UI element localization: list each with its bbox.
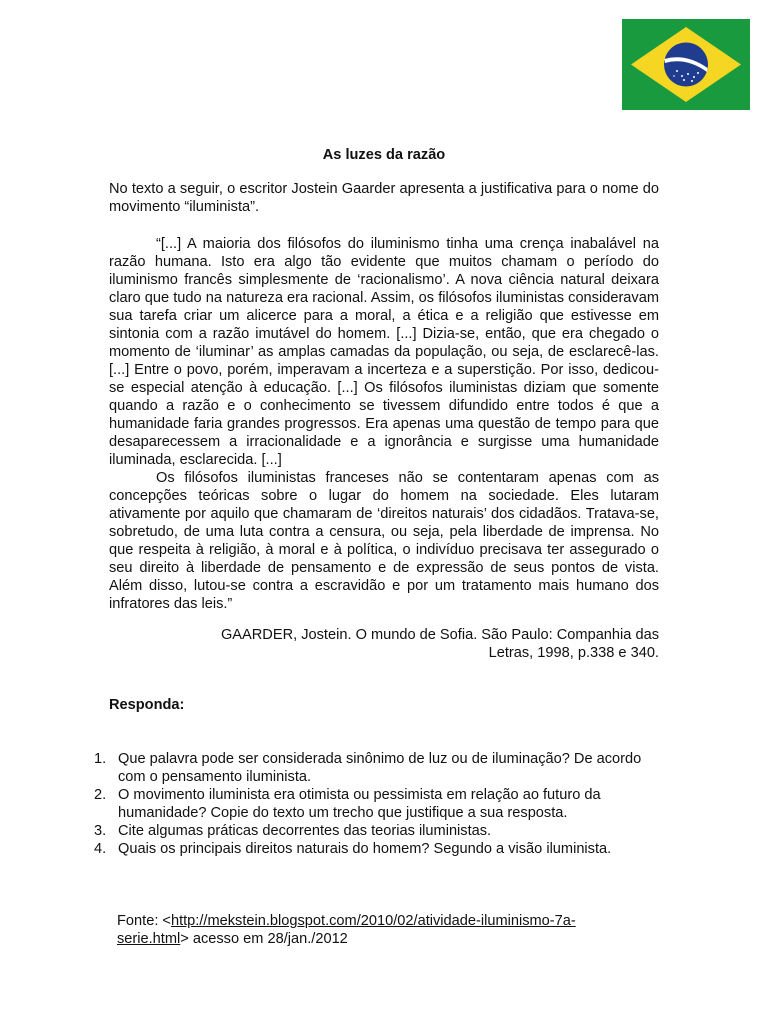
respond-heading: Responda: (109, 697, 185, 713)
question-number: 3. (94, 823, 107, 839)
question-list (90, 750, 670, 858)
quote-paragraph-1: “[...] A maioria dos filósofos do iluminismo tinha uma crença inabalável na razão humana. Isto era algo tão evidente que muitos chamam o período do iluminismo francês simplesmente de ‘racionalismo’. A nova ciência natural deixara claro que tudo na natureza era racional. Assim, os filósofos iluministas consideravam sua tarefa criar um alicerce para a moral, a ética e a religião que estivesse em sintonia com a razão imutável do homem. [...] Dizia-se, então, que era chegado o momento de ‘iluminar’ as amplas camadas da população, ou seja, de esclarecê-las. [...] Entre o povo, porém, imperavam a incerteza e a superstição. Por isso, dedicou-se especial atenção à educação. [...] Os filósofos iluministas diziam que somente quando a razão e o conhecimento se tivessem difundido entre todos é que a humanidade faria grandes progressos. Era apenas uma questão de tempo para que desaparecessem a irracionalidade e a ignorância e surgisse uma humanidade iluminada, esclarecida. [...] (109, 236, 659, 468)
citation-line-2: Letras, 1998, p.338 e 340. (488, 645, 659, 661)
question-text: Cite algumas práticas decorrentes das teorias iluministas. (118, 823, 492, 839)
source-link[interactable]: http://mekstein.blogspot.com/2010/02/atividade-iluminismo-7a-serie.html (117, 913, 576, 947)
list-item (90, 840, 670, 858)
page-title: As luzes da razão (322, 147, 446, 163)
source-suffix: > acesso em 28/jan./2012 (180, 931, 348, 947)
question-text: O movimento iluminista era otimista ou pessimista em relação ao futuro da humanidade? Copie do texto um trecho que justifique a sua resposta. (118, 787, 601, 821)
brazil-flag-icon (622, 19, 750, 110)
question-text: Que palavra pode ser considerada sinônimo de luz ou de iluminação? De acordo com o pensamento iluminista. (118, 751, 642, 785)
question-number: 1. (94, 751, 107, 767)
list-item (90, 822, 670, 840)
source-prefix: Fonte: < (117, 913, 171, 929)
quote-block (109, 235, 659, 613)
question-number: 2. (94, 787, 107, 803)
citation (109, 626, 659, 662)
source-note (117, 912, 637, 948)
quote-paragraph-2: Os filósofos iluministas franceses não se contentaram apenas com as concepções teóricas sobre o lugar do homem na sociedade. Eles lutaram ativamente por aquilo que chamaram de ‘direitos naturais’ dos cidadãos. Tratava-se, sobretudo, de uma luta contra a censura, ou seja, pela liberdade de imprensa. No que respeita à religião, à moral e à política, o indivíduo precisava ter assegurado o seu direito à liberdade de pensamento e de expressão de seus pontos de vista. Além disso, lutou-se contra a escravidão e por um tratamento mais humano dos infratores das leis.” (109, 470, 659, 612)
intro-paragraph: No texto a seguir, o escritor Jostein Gaarder apresenta a justificativa para o nome do movimento “iluminista”. (109, 181, 659, 215)
question-number: 4. (94, 841, 107, 857)
list-item (90, 750, 670, 786)
citation-line-1: GAARDER, Jostein. O mundo de Sofia. São Paulo: Companhia das (220, 627, 659, 643)
question-text: Quais os principais direitos naturais do homem? Segundo a visão iluminista. (118, 841, 612, 857)
list-item (90, 786, 670, 822)
